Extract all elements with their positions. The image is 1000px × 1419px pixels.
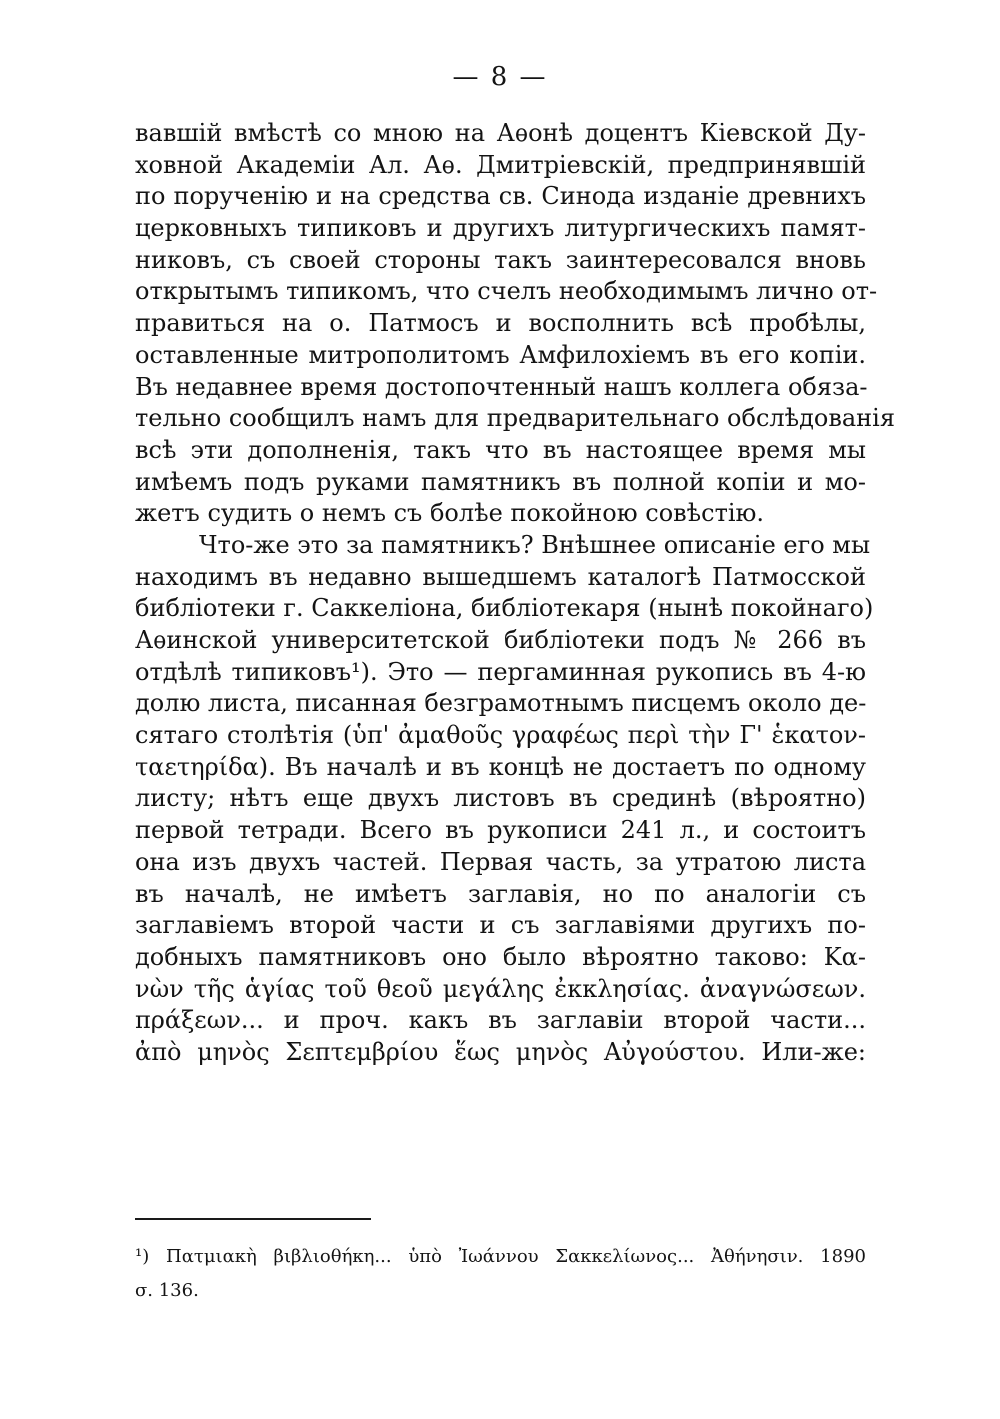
footnote-line: ¹) Πατμιακὴ βιβλιοθήκη... ὑπὸ Ἰωάννου Σακκελίωνος... Ἀθήνησιν. 1890: [135, 1246, 866, 1267]
text-line: ἀπὸ μηνὸς Σεπτεμβρίου ἕως μηνὸς Αὐγούστου. Или-же:: [135, 1037, 866, 1066]
text-line: νὼν τῆς ἁγίας τοῦ θεοῦ μεγάλης ἐκκλησίας. ἀναγνώσεων.: [135, 974, 866, 1003]
text-line: Что-же это за памятникъ? Внѣшнее описаніе его мы: [199, 530, 871, 559]
text-line: πράξεων... и проч. какъ въ заглавіи второй части...: [135, 1006, 866, 1035]
text-line: оставленные митрополитомъ Амфилохіемъ въ его копіи.: [135, 340, 866, 369]
text-line: библіотеки г. Саккеліона, библіотекаря (нынѣ покойнаго): [135, 594, 874, 623]
text-line: открытымъ типикомъ, что счелъ необходимымъ лично от-: [135, 277, 878, 306]
text-line: жетъ судить о немъ съ болѣе покойною совѣстію.: [135, 499, 765, 528]
text-line: заглавіемъ второй части и съ заглавіями другихъ по-: [135, 911, 866, 940]
text-line: всѣ эти дополненія, такъ что въ настоящее время мы: [135, 435, 866, 464]
text-line: листу; нѣтъ еще двухъ листовъ въ срединѣ (вѣроятно): [135, 784, 866, 813]
text-line: тельно сообщилъ намъ для предварительнаго обслѣдованія: [135, 404, 895, 433]
text-line: находимъ въ недавно вышедшемъ каталогѣ Патмосской: [135, 562, 866, 591]
main-text: [135, 118, 895, 1069]
page-number: — 8 —: [452, 62, 548, 92]
text-line: сятаго столѣтія (ὑπ' ἀμαθοῦς γραφέως περὶ τὴν Γ' ἑκατον-: [135, 721, 866, 750]
text-line: долю листа, писанная безграмотнымъ писцемъ около де-: [135, 689, 867, 718]
paragraph-1: [135, 118, 895, 530]
text-line: въ началѣ, не имѣетъ заглавія, но по аналогіи съ: [135, 879, 866, 908]
paragraph-2: [135, 530, 874, 1069]
text-line: отдѣлѣ типиковъ¹). Это — пергаминная рукопись въ 4-ю: [135, 657, 866, 686]
text-line: ховной Академіи Ал. Аѳ. Дмитріевскій, предпринявшій: [135, 150, 866, 179]
text-line: она изъ двухъ частей. Первая часть, за утратою листа: [135, 847, 866, 876]
footnote-line: σ. 136.: [135, 1280, 199, 1301]
text-line: церковныхъ типиковъ и другихъ литургическихъ памят-: [135, 214, 866, 243]
text-line: первой тетради. Всего въ рукописи 241 л., и состоитъ: [135, 816, 866, 845]
footnote-divider: [135, 1218, 371, 1220]
text-line: Аѳинской университетской библіотеки подъ № 266 въ: [135, 626, 866, 654]
text-line: ταετηρίδα). Въ началѣ и въ концѣ не достаетъ по одному: [135, 752, 866, 781]
text-line: имѣемъ подъ руками памятникъ въ полной копіи и мо-: [135, 467, 866, 496]
text-line: по порученію и на средства св. Синода изданіе древнихъ: [135, 182, 866, 211]
footnotes: [135, 1240, 866, 1308]
text-line: Въ недавнее время достопочтенный нашъ коллега обяза-: [135, 372, 868, 401]
text-line: правиться на о. Патмосъ и восполнить всѣ пробѣлы,: [135, 309, 866, 338]
text-line: вавшій вмѣстѣ со мною на Аѳонѣ доцентъ Кіевской Ду-: [135, 119, 866, 147]
text-line: никовъ, съ своей стороны такъ заинтересовался вновь: [135, 245, 866, 274]
text-line: добныхъ памятниковъ оно было вѣроятно таково: Κα-: [135, 942, 866, 971]
